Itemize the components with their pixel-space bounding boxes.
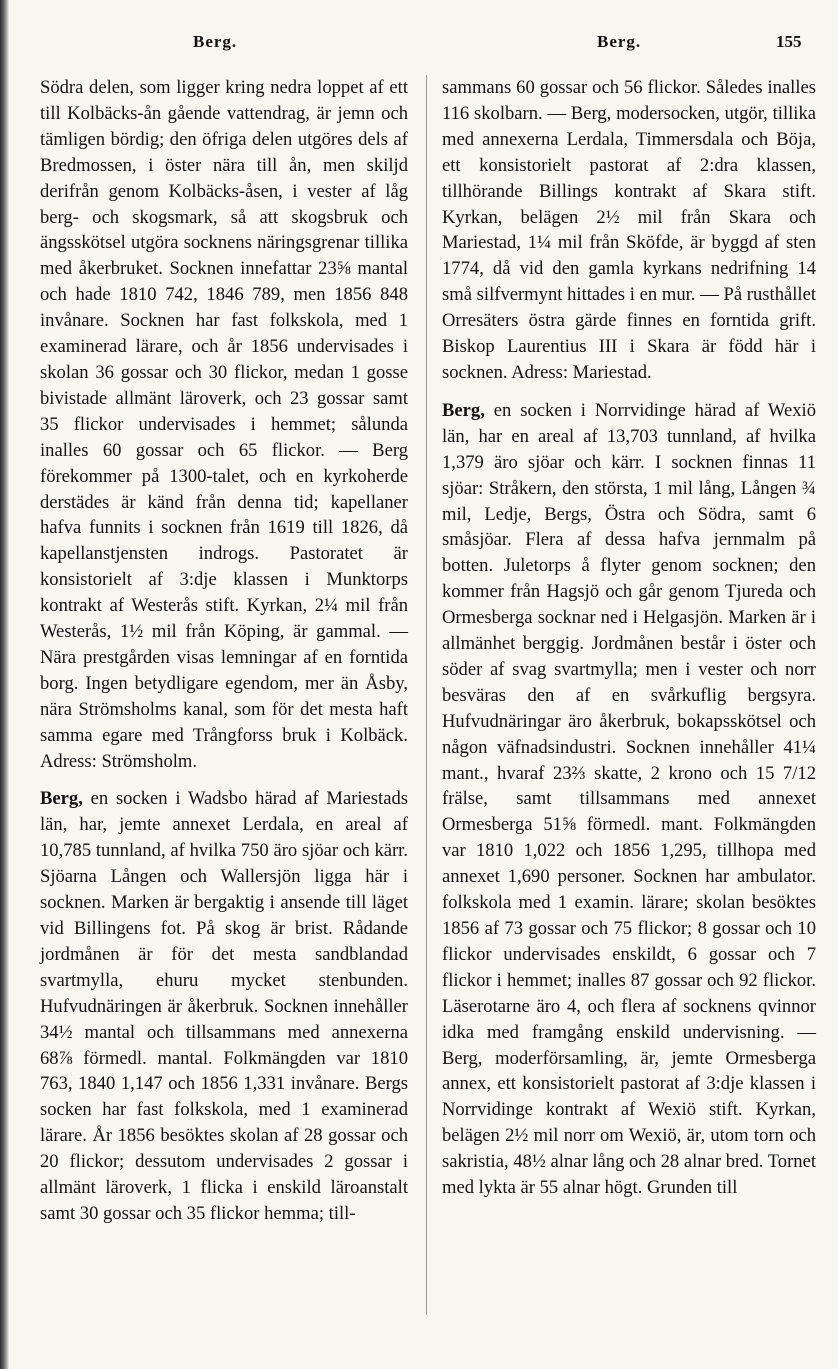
entry-headword: Berg, — [442, 399, 485, 421]
running-head-right: Berg. — [597, 32, 642, 51]
left-paragraph-1: Södra delen, som ligger kring nedra loppet af ett till Kolbäcks-ån gående vattendrag, är jemn och tämligen bördig; den öfriga delen utgöres dels af Bredmossen, i öster nära till ån, men skiljd derifrån genom Kolbäcks-åsen, i vester af låg berg- och skogsmark, så att skogsbruk och ängsskötsel utgöra socknens näringsgrenar tillika med åkerbruket. Socknen innefattar 23⅝ mantal och hade 1810 742, 1846 789, men 1856 848 invånare. Socknen har fast folkskola, med 1 examinerad lärare, och år 1856 undervisades i skolan 36 gossar och 30 flickor, medan 1 gosse bivistade allmänt läroverk, och 23 gossar samt 35 flickor undervisades i hemmet; sålunda inalles 60 gossar och 65 flickor. — Berg förekommer på 1300-talet, och en kyrkoherde derstädes är känd från denna tid; kapellaner hafva funnits i socknen från 1619 till 1826, då kapellanstjensten indrogs. Pastoratet är konsistorielt af 3:dje klassen i Munktorps kontrakt af Westerås stift. Kyrkan, 2¼ mil från Westerås, 1½ mil från Köping, är gammal. — Nära prestgården visas lemningar af en forntida borg. Ingen betydligare egendom, mer än Åsby, nära Strömsholms kanal, som för det mesta haft samma egare med Trångforss bruk i Kolbäck. Adress: Strömsholm. — [40, 77, 408, 772]
page-number: 155 — [776, 32, 802, 51]
page-binding-edge — [0, 0, 9, 1369]
right-paragraph-2 — [442, 398, 816, 1201]
left-paragraph-2 — [40, 786, 408, 1226]
page-header — [0, 32, 838, 62]
running-head-left: Berg. — [193, 32, 238, 51]
right-column — [442, 75, 816, 1201]
entry-text: en socken i Wadsbo härad af Mariestads län, har, jemte annexet Lerdala, en areal af 10,785 tunnland, af hvilka 750 äro sjöar och kärr. Sjöarna Lången och Wallersjön ligga här i socknen. Marken är bergaktig i ansende till läget vid Billingens fot. På skog är brist. Rådande jordmånen är för det mesta sandblandad svartmylla, ehuru mycket stenbunden. Hufvudnäringen är åkerbruk. Socknen innehåller 34½ mantal och tillsammans med annexerna 68⅞ förmedl. mantal. Folkmängden var 1810 763, 1840 1,147 och 1856 1,331 invånare. Bergs socken har fast folkskola, med 1 examinerad lärare. År 1856 besöktes skolan af 28 gossar och 20 flickor; dessutom undervisades 2 gossar i allmänt läroverk, 1 flicka i enskild läroanstalt samt 30 gossar och 35 flickor hemma; till- — [40, 788, 408, 1224]
left-column — [40, 75, 408, 1227]
right-paragraph-1: sammans 60 gossar och 56 flickor. Således inalles 116 skolbarn. — Berg, modersocken, utgör, tillika med annexerna Lerdala, Timmersdala och Böja, ett konsistorielt pastorat af 2:dra klassen, tillhörande Billings kontrakt af Skara stift. Kyrkan, belägen 2½ mil från Skara och Mariestad, 1¼ mil från Sköfde, är byggd af sten 1774, då vid den gamla kyrkans nedrifning 14 små silfvermynt hittades i en mur. — På rusthållet Orresäters östra gärde finnes en forntida grift. Biskop Laurentius III i Skara är född här i socknen. Adress: Mariestad. — [442, 77, 816, 383]
entry-text: en socken i Norrvidinge härad af Wexiö län, har en areal af 13,703 tunnland, af hvilka 1,379 äro sjöar och kärr. I socknen finnas 11 sjöar: Stråkern, den största, 1 mil lång, Lången ¾ mil, Ledje, Bergs, Östra och Södra, samt 6 småsjöar. Flera af dessa hafva jernmalm på botten. Juletorps å flyter genom socknen; den kommer från Hagsjö och går genom Tjureda och Ormesberga socknar ned i Helgasjön. Marken är i allmänhet berggig. Jordmånen består i öster och söder af svag svartmylla; men i vester och norr besväras den af en svårkuflig bergsyra. Hufvudnäringar äro åkerbruk, bokapsskötsel och någon väfnadsindustri. Socknen innehåller 41¼ mant., hvaraf 23⅔ skatte, 2 krono och 15 7/12 frälse, samt tillsammans med annexet Ormesberga 51⅝ förmedl. mant. Folkmängden var 1810 1,022 och 1856 1,295, tillhopa med annexet 1,690 personer. Socknen har ambulator. folkskola med 1 examin. lärare; skolan besöktes 1856 af 73 gossar och 75 flickor; 8 gossar och 10 flickor undervisades enskildt, 6 gossar och 7 flickor i hemmet; inalles 87 gossar och 92 flickor. Läserotarne äro 4, och flera af socknens qvinnor idka med framgång enskild undervisning. — Berg, moderförsamling, är, jemte Ormesberga annex, ett konsistorielt pastorat af 3:dje klassen i Norrvidinge kontrakt af Wexiö stift. Kyrkan, belägen 2½ mil norr om Wexiö, är, utom torn och sakristia, 48½ alnar lång och 28 alnar bred. Tornet med lykta är 55 alnar högt. Grunden till — [442, 399, 816, 1199]
column-divider — [426, 75, 427, 1315]
entry-headword: Berg, — [40, 788, 83, 810]
